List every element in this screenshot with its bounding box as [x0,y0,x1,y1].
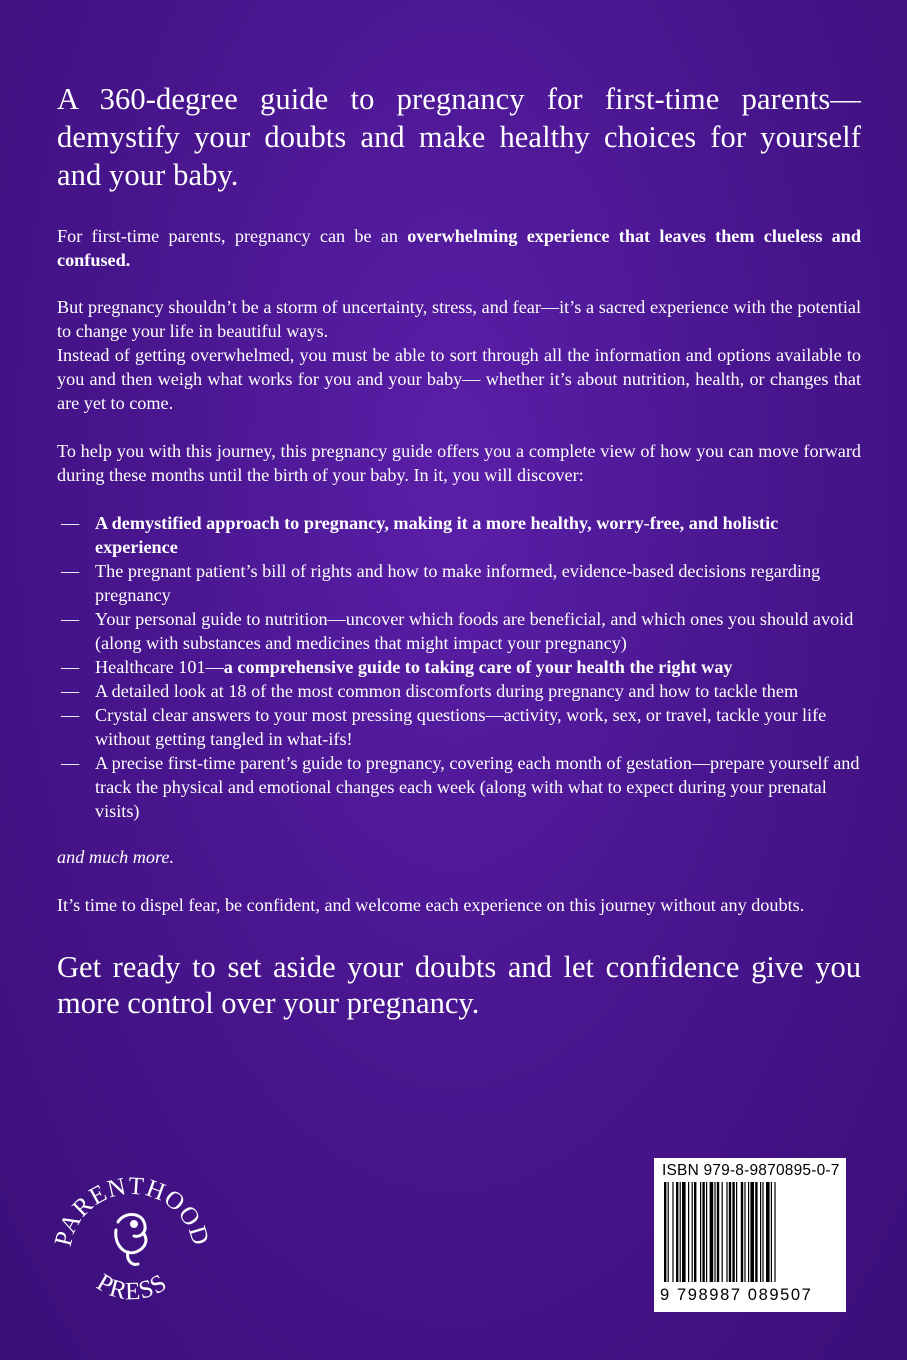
barcode-bar [700,1182,701,1282]
list-item: — Crystal clear answers to your most pressing questions—activity, work, sex, or travel, tackle your life without getting tangled in what-ifs! [61,705,827,749]
list-item: — Healthcare 101—a comprehensive guide to taking care of your health the right way [61,657,733,677]
barcode-bar [664,1182,666,1282]
barcode-bar [668,1182,669,1282]
paragraph-4: To help you with this journey, this pregnancy guide offers you a complete view of how you can move forward during these months until the birth of your baby. In it, you will discover: [57,441,861,485]
discover-list [57,511,861,823]
dash-icon: — [61,705,80,725]
barcode-bar [762,1182,763,1282]
barcode-bar [676,1182,678,1282]
barcode-bar [717,1182,719,1282]
dash-icon: — [61,609,80,629]
isbn-label: ISBN 979-8-9870895-0-7 [662,1162,840,1179]
svg-text:PARENTHOOD [50,1173,214,1249]
barcode-bar [729,1182,731,1282]
paragraph-2: But pregnancy shouldn’t be a storm of uncertainty, stress, and fear—it’s a sacred experience with the potential to change your life in beautiful ways. [57,297,861,341]
barcode-bar [702,1182,704,1282]
barcode-bar [726,1182,727,1282]
barcode-bar [682,1182,686,1282]
headline: A 360-degree guide to pregnancy for first-time parents—demystify your doubts and make healthy choices for yourself and your baby. [57,82,861,192]
closing-statement: Get ready to set aside your doubts and let confidence give you more control over your pregnancy. [57,950,861,1020]
dash-icon: — [61,657,80,677]
barcode-bar [736,1182,737,1282]
publisher-logo [48,1152,214,1312]
barcode-bar [771,1182,772,1282]
intro-lead: For first-time parents, pregnancy can be an [57,226,408,246]
paragraph-3: Instead of getting overwhelmed, you must be able to sort through all the information and options available to you and then weigh what works for you and your baby— whether it’s about nutrition, health, or changes that are yet to come. [57,345,861,413]
barcode-bar [688,1182,689,1282]
list-item: — A precise first-time parent’s guide to pregnancy, covering each month of gestation—prepare yourself and track the physical and emotional changes each week (along with what to expect during your prenatal visits) [61,753,860,821]
barcode-bar [714,1182,715,1282]
publisher-line2: PRESS [91,1268,173,1306]
barcode-bar [760,1182,761,1282]
barcode-bar [692,1182,693,1282]
list-item: — Your personal guide to nutrition—uncover which foods are beneficial, and which ones you should avoid (along with substances and medicines that might impact your pregnancy) [61,609,854,653]
dash-icon: — [61,513,80,533]
barcode-bar [755,1182,757,1282]
barcode-bar [766,1182,770,1282]
publisher-line1: PARENTHOOD [49,1172,214,1249]
isbn-digits: 9 798987 089507 [660,1286,813,1304]
isbn-barcode [654,1158,846,1312]
barcode-bar [672,1182,673,1282]
parent-child-emblem-icon [116,1215,146,1265]
dash-icon: — [61,561,80,581]
dash-icon: — [61,681,80,701]
barcode-bar [732,1182,734,1282]
paragraph-5: It’s time to dispel fear, be confident, and welcome each experience on this journey without any doubts. [57,895,805,915]
dash-icon: — [61,753,80,773]
barcode-bar [744,1182,745,1282]
parenthood-press-logo-icon [48,1152,214,1312]
list-item: — A detailed look at 18 of the most common discomforts during pregnancy and how to tackle them [61,681,799,701]
barcode-bar [774,1182,775,1282]
barcode-bar [680,1182,681,1282]
list-item: — The pregnant patient’s bill of rights and how to make informed, evidence-based decisions regarding pregnancy [61,561,821,605]
barcode-bar [706,1182,707,1282]
barcode-bar [750,1182,754,1282]
barcode-bar [722,1182,723,1282]
intro-bold: overwhelming experience that leaves them clueless and confused. [57,226,862,270]
barcode-icon [662,1182,838,1282]
svg-text:PRESS [92,1269,172,1305]
barcode-bar [710,1182,714,1282]
barcode-bar [694,1182,696,1282]
intro-paragraph [57,224,861,272]
barcode-bar [748,1182,749,1282]
list-item: — A demystified approach to pregnancy, making it a more healthy, worry-free, and holistic experience [61,513,779,557]
and-more: and much more. [57,847,175,867]
back-cover-text [57,80,861,1021]
barcode-bar [741,1182,743,1282]
